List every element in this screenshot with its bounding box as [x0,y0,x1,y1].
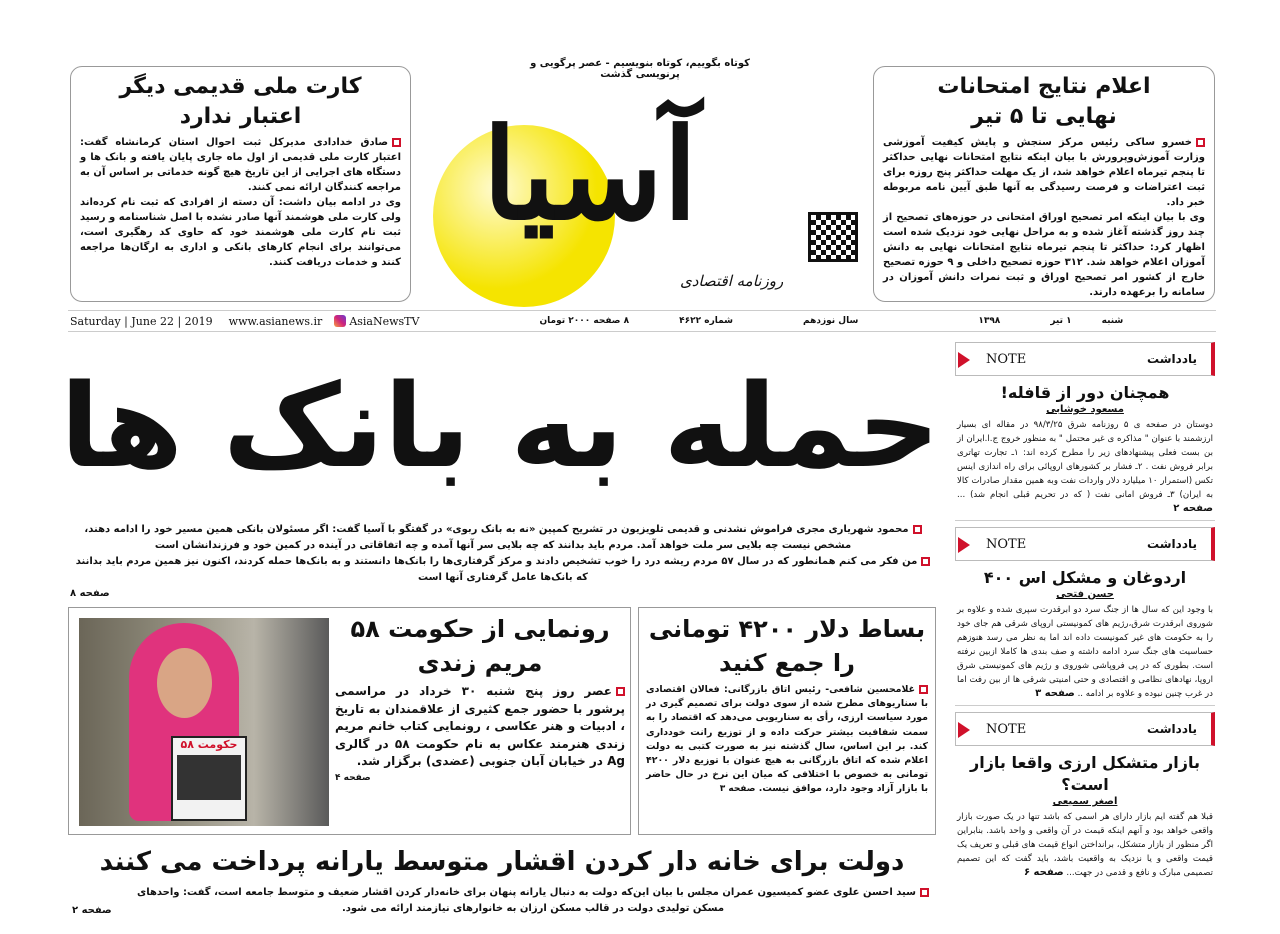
day: شنبه [1101,316,1124,326]
note-author: حسن فتحی [1056,589,1114,600]
lead-paragraph: محمود شهریاری مجری فراموش نشدنی و قدیمی تلویزیون در تشریح کمپین «نه به بانک ربوی» در گفتگو با آسیا گفت: اگر مسئولان بانکی همین مسیر خود را ادامه دهند، مشخص نیست چه بلایی سر ملت خواهد آمد. مردم باید بدانند که چه بلایی سر آنها آمده و چه اتفاقاتی در آینده در کمین خود و فرزندانشان است [84,524,909,551]
english-date: Saturday | June 22 | 2019 [70,314,213,328]
note-label-fa: یادداشت [1147,537,1197,551]
logo-title: آسیا [482,102,698,248]
note-3 [955,712,1215,884]
note-label-fa: یادداشت [1147,722,1197,736]
qr-code-icon [808,212,858,262]
note-author: اصغر سمیعی [1052,796,1118,807]
pages-price: ۸ صفحه ۲۰۰۰ تومان [539,316,630,326]
story-dollar [638,607,936,835]
bottom-headline: دولت برای خانه دار کردن اقشار متوسط یارانه پرداخت می کنند [99,847,905,877]
main-lead [70,522,936,602]
lead-paragraph: من فکر می کنم همانطور که در سال ۵۷ مردم ریشه درد را خوب تشخیص دادند و مرکز گرفتاری‌ها را بانک‌ها دانستند و به بانک‌ها حمله کردند، اکنون نیز همین مردم باید بدانند که بانک‌ها عامل گرفتاری آنها است [75,556,918,583]
story-exam-results [873,66,1215,302]
page-ref: صفحه ۲ [72,905,112,916]
story-title: رونمایی از حکومت ۵۸ مریم زندی [350,615,610,677]
story-paragraph: عصر روز پنج شنبه ۳۰ خرداد در مراسمی پرشور با حضور جمع کثیری از علاقمندان به تاریخ ، ادبیات و هنر عکاسی ، رونمایی کتاب خانم مریم زندی هنرمند عکاس به نام حکومت ۵۸ در گالری Ag در خیابان آبان جنوبی (عضدی) برگزار شد. [335,684,625,768]
page-ref: صفحه ۳ [1035,688,1075,699]
note-2 [955,527,1215,706]
page-ref: صفحه ۶ [1023,867,1064,878]
page-ref: صفحه ۲ [1173,503,1213,514]
main-headline: حمله به بانک ها [60,360,940,494]
website-link[interactable]: www.asianews.ir [228,314,323,328]
bullet-icon [921,557,930,566]
note-label-en: NOTE [986,721,1027,737]
story-paragraph: خسرو ساکی رئیس مرکز سنجش و پایش کیفیت آموزشی وزارت آموزش‌وپرورش با بیان اینکه نتایج امتحانات نهایی حداکثر تا پنجم تیرماه اعلام خواهد شد، از یک مهلت حداکثر پنج روزه برای ثبت اعتراضات و فرصت رسیدگی به آنها طبق آیین نامه مربوطه خبر داد. [883,137,1205,208]
note-arrow-icon [958,722,970,738]
dateline-bar [68,310,1216,332]
story-paragraph: وی در ادامه بیان داشت: آن دسته از افرادی که ثبت نام کرده‌اند ولی کارت ملی هوشمند آنها صادر نشده با اصل شناسنامه و رسید ثبت نام کارت ملی هوشمند خود که حاوی کد رهگیری است، می‌توانند برای انجام کارهای بانکی و اداری به ارگان‌ها مراجعه کنند و خدمات دریافت کنند. [80,197,401,268]
note-body: دوستان در صفحه ی ۵ روزنامه شرق ۹۸/۳/۲۵ در مقاله ای بسیار ارزشمند با عنوان " مذاکره ی غیر محتمل " به منظور خروج ج.ا.ایران از بن بست فعلی پیشنهادهای زیر را مطرح کرده اند: ۱ـ تجارت تهاتری برابر فروش نفت . ۲ـ فشار بر کشورهای اروپائی برای راه اندازی اینس تکس (استمرار ۱۰ میلیارد دلار واردات نفت وبه همین مقدار صادرات کالا به ایران) ۳ـ فروش امانی نفت ( که در تحریم قبلی انجام شد) ... [957,420,1213,500]
note-label-fa: یادداشت [1147,352,1197,366]
bullet-icon [616,687,625,696]
instagram-handle[interactable]: AsiaNewsTV [349,314,420,328]
note-title: بازار متشکل ارزی واقعا بازار است؟ [970,753,1200,794]
note-title: اردوغان و مشکل اس ۴۰۰ [983,568,1187,587]
note-author: مسعود خوشابی [1046,404,1124,415]
story-title: اعلام نتایج امتحانات نهایی تا ۵ تیر [937,74,1151,129]
masthead-slogan: کوتاه بگوییم، کوتاه بنویسیم - عصر پرگویی و پرنویسی گذشت [530,58,750,80]
bullet-icon [1196,138,1205,147]
note-label-en: NOTE [986,536,1027,552]
story-book-launch [68,607,631,835]
note-label-en: NOTE [986,351,1027,367]
year: ۱۳۹۸ [978,316,1001,326]
bottom-paragraph: سید احسن علوی عضو کمیسیون عمران مجلس با بیان این‌که دولت به دنبال یارانه پنهان برای خانه‌دار کردن اقشار ضعیف و متوسط جامعه است، گفت: واحدهای مسکن تولیدی دولت در قالب مسکن ارزان به خانوارهای نیازمند ارائه می شود. [137,887,916,914]
note-arrow-icon [958,352,970,368]
date: ۱ تیر [1050,316,1072,326]
page-ref: صفحه ۳ [719,784,756,795]
notes-column [955,342,1215,884]
book-cover-label: حکومت ۵۸ [180,738,238,751]
note-body: با وجود این که سال ها از جنگ سرد دو ابرقدرت سپری شده و علاوه بر شوروی ابرقدرت شرق،رژیم های کمونیستی اروپای شرقی هم جای خود را به حکومت های غیر کمونیست داده اند اما به نظر می رسد هنوزهم حساسیت های جنگ سرد ادامه داشته و صف بندی ها کاملا ازبین نرفته است. بطوری که در پی فروپاشی شوروی و رژیم های کمونیستی شرق اروپا، نهادهای نظامی و اقتصادی و حتی امنیتی شرقی ها از بین رفت اما در غرب چنین نبوده و علاوه بر ادامه .. [957,605,1213,699]
story-title: کارت ملی قدیمی دیگر اعتبار ندارد [119,74,362,129]
note-title: همچنان دور از قافله! [1000,383,1170,402]
story-national-card [70,66,411,302]
story-paragraph: وی با بیان اینکه امر تصحیح اوراق امتحانی در حوزه‌های تصحیح از چند روز گذشته آغاز شده و به مراحل نهایی خود نزدیک شده است اظهار کرد: حداکثر تا پنجم تیرماه نتایج امتحانات نهایی به دانش آموزان اعلام خواهد شد. ۳۱۲ حوزه تصحیح داخلی و ۹ حوزه تصحیح خارج از کشور امر تصحیح اوراق و ثبت نمرات دانش آموزان در سامانه را برعهده دارند. [883,212,1205,298]
bullet-icon [913,525,922,534]
story-paragraph: صادق خدادادی مدیرکل ثبت احوال استان کرمانشاه گفت: اعتبار کارت ملی قدیمی از اول ماه جاری پایان یافته و بانک ها و دستگاه های اجرایی از این تاریخ هیچ گونه خدماتی بر اساس آن به مراجعه کنندگان ارائه نمی کنند. [80,137,401,193]
page-ref: صفحه ۴ [335,772,371,783]
note-arrow-icon [958,537,970,553]
instagram-icon [334,315,346,327]
bullet-icon [920,888,929,897]
note-body: قبلا هم گفته ایم بازار دارای هر اسمی که باشد تنها در یک صورت بازار واقعی خواهد بود و آنهم اینکه قیمت در آن واقعی و واحد باشد. بنابراین اگر منظور از بازار متشکل، برانداختن انواع قیمت های قبلی و تعریف یک قیمت واقعی و یا نزدیک به واقعیت باشد، باید گفت که این تصمیم تصمیمی مبارک و نافع و قدمی در جهت... [957,812,1213,878]
page-ref: صفحه ۸ [70,588,110,599]
year-number: سال نوزدهم [803,316,859,326]
bullet-icon [919,685,928,694]
masthead-subtitle: روزنامه اقتصادی [680,272,784,290]
issue-number: شماره ۴۶۲۲ [679,316,734,326]
story-title: بساط دلار ۴۲۰۰ تومانی را جمع کنید [648,615,926,677]
photo-maryam-zandi [79,618,329,826]
story-paragraph: غلامحسین شافعی- رئیس اتاق بازرگانی: فعالان اقتصادی با سناریوهای مطرح شده از سوی دولت برای تصمیم گیری در مورد سیاست ارزی، رأی به سناریویی می‌دهد که اقتصاد را به سمت شفافیت بیشتر حرکت داده و از توزیع رانت خودداری کند. بر این اساس، سال گذشته نیز به صورت کتبی به دولت اعلام شده که اتاق بازرگانی به هیچ عنوان با توزیع دلار ۴۲۰۰ تومانی به خصوص با اختلافی که میان این نرخ در حال حاضر با بازار آزاد وجود دارد، موافق نیست. [646,684,928,795]
note-1 [955,342,1215,521]
bullet-icon [392,138,401,147]
